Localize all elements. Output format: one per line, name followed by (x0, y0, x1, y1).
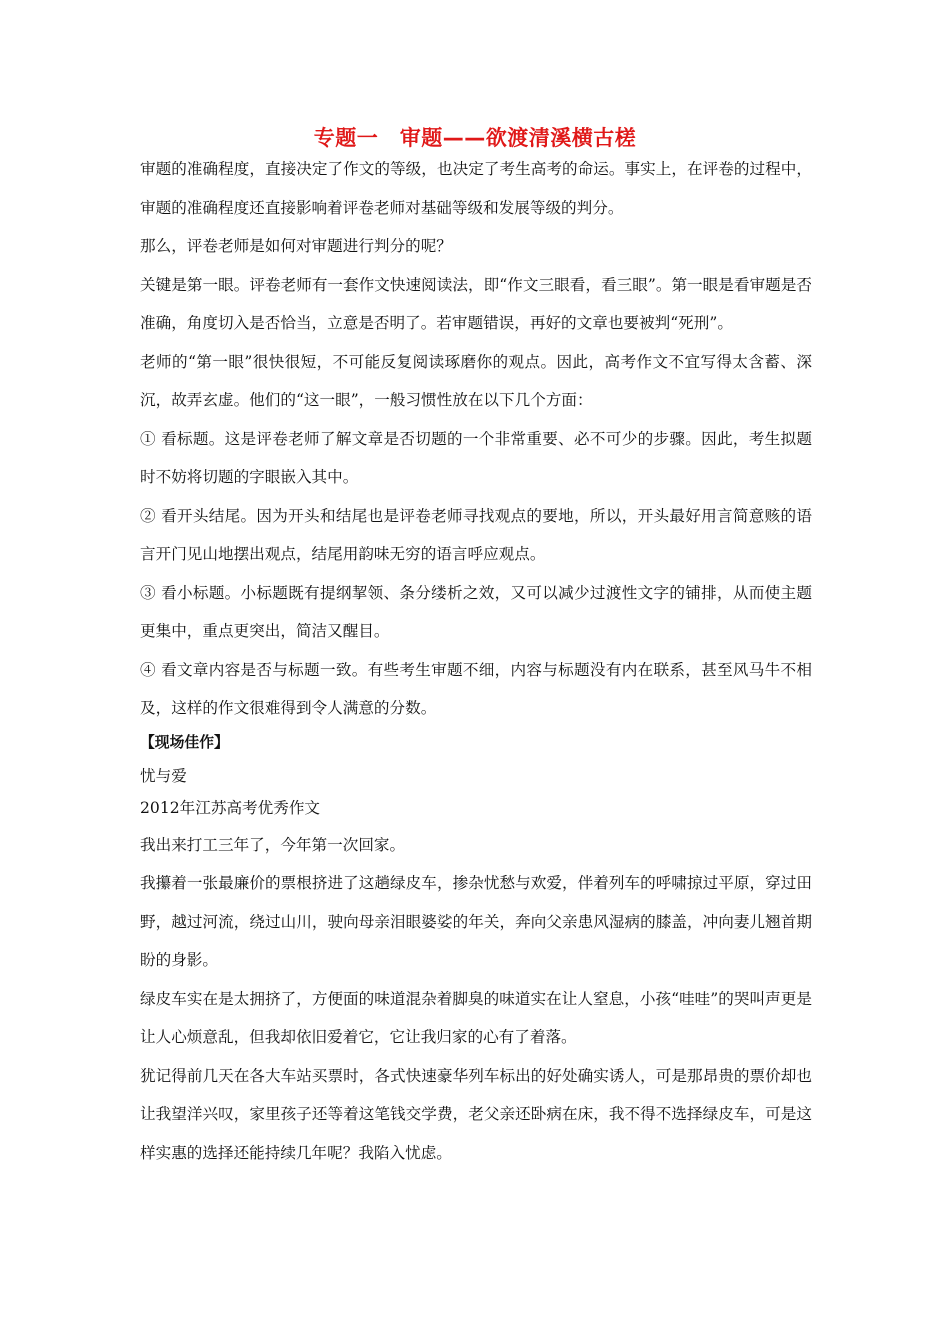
document-body (140, 150, 812, 1172)
list-item: ③ 看小标题。小标题既有提纲挈领、条分缕析之效，又可以减少过渡性文字的铺排，从而使主题更集中，重点更突出，简洁又醒目。 (140, 583, 812, 640)
essay-paragraph: 我出来打工三年了，今年第一次回家。 (140, 835, 406, 854)
essay-paragraph: 犹记得前几天在各大车站买票时，各式快速豪华列车标出的好处确实诱人，可是那昂贵的票价却也让我望洋兴叹，家里孩子还等着这笔钱交学费，老父亲还卧病在床，我不得不选择绿皮车，可是这样实惠的选择还能持续几年呢？我陷入忧虑。 (140, 1066, 812, 1162)
essay-source: 2012年江苏高考优秀作文 (140, 798, 321, 817)
body-paragraph: 审题的准确程度，直接决定了作文的等级，也决定了考生高考的命运。事实上，在评卷的过程中，审题的准确程度还直接影响着评卷老师对基础等级和发展等级的判分。 (140, 160, 812, 217)
page-title: 专题一 审题——欲渡清溪横古槎 (313, 126, 637, 150)
body-paragraph: 关键是第一眼。评卷老师有一套作文快速阅读法，即“作文三眼看，看三眼”。第一眼是看审题是否准确，角度切入是否恰当，立意是否明了。若审题错误，再好的文章也要被判“死刑”。 (140, 275, 812, 332)
essay-paragraph: 绿皮车实在是太拥挤了，方便面的味道混杂着脚臭的味道实在让人窒息，小孩“哇哇”的哭叫声更是让人心烦意乱，但我却依旧爱着它，它让我归家的心有了着落。 (140, 989, 812, 1046)
list-item: ① 看标题。这是评卷老师了解文章是否切题的一个非常重要、必不可少的步骤。因此，考生拟题时不妨将切题的字眼嵌入其中。 (140, 429, 812, 486)
section-heading: 【现场佳作】 (140, 733, 229, 751)
list-item: ④ 看文章内容是否与标题一致。有些考生审题不细，内容与标题没有内在联系，甚至风马牛不相及，这样的作文很难得到令人满意的分数。 (140, 660, 812, 717)
essay-paragraph: 我攥着一张最廉价的票根挤进了这趟绿皮车，掺杂忧愁与欢爱，伴着列车的呼啸掠过平原，穿过田野，越过河流，绕过山川，驶向母亲泪眼婆娑的年关，奔向父亲患风湿病的膝盖，冲向妻儿翘首期盼的身影。 (140, 874, 812, 969)
essay-title: 忧与爱 (140, 766, 187, 785)
body-paragraph: 那么，评卷老师是如何对审题进行判分的呢？ (140, 237, 452, 255)
body-paragraph: 老师的“第一眼”很快很短，不可能反复阅读琢磨你的观点。因此，高考作文不宜写得太含蓄、深沉，故弄玄虚。他们的“这一眼”，一般习惯性放在以下几个方面： (140, 352, 812, 409)
list-item: ② 看开头结尾。因为开头和结尾也是评卷老师寻找观点的要地，所以，开头最好用言简意赅的语言开门见山地摆出观点，结尾用韵味无穷的语言呼应观点。 (140, 506, 812, 563)
